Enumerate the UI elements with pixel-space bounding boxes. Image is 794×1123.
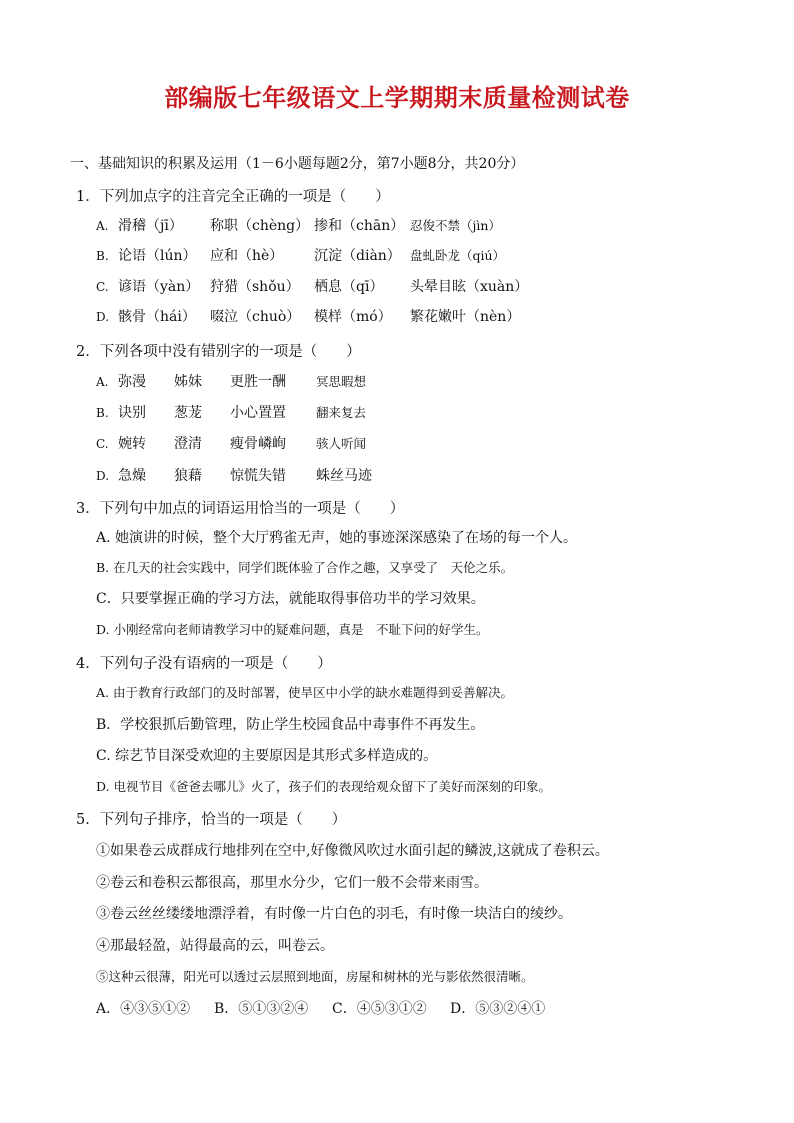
option-word: 翻来复去 xyxy=(316,405,367,420)
option-letter: B. xyxy=(96,406,109,420)
question-3-stem: 3．下列句中加点的词语运用恰当的一项是（ ） xyxy=(76,501,405,517)
question-4-option-c: C. 综艺节目深受欢迎的主要原因是其形式多样造成的。 xyxy=(96,748,438,764)
option-word: 婉转 xyxy=(118,436,146,452)
question-5-sentence-1: ①如果卷云成群成行地排列在空中,好像微风吹过水面引起的鳞波,这就成了卷积云。 xyxy=(96,843,609,859)
option-word: 狼藉 xyxy=(174,468,202,484)
option-word: 掺和（chān） xyxy=(314,218,405,234)
option-word: 澄清 xyxy=(174,436,202,452)
option-word: 论语（lún） xyxy=(118,248,197,264)
question-5-stem: 5．下列句子排序，恰当的一项是（ ） xyxy=(76,812,347,828)
answer-option-b: B．⑤①③②④ xyxy=(214,1001,309,1017)
option-word: 姊妹 xyxy=(174,374,202,390)
option-word: 应和（hè） xyxy=(210,248,284,264)
answer-option-c: C．④⑤③①② xyxy=(332,1001,427,1017)
question-3-option-a: A. 她演讲的时候，整个大厅鸦雀无声，她的事迹深深感染了在场的每一个人。 xyxy=(96,530,578,546)
option-word: 小心置置 xyxy=(230,405,286,421)
option-word: 骸骨（hái） xyxy=(118,309,196,325)
option-letter: D. xyxy=(96,469,110,483)
question-2-option-b xyxy=(96,402,366,422)
question-3-option-d: D. 小刚经常向老师请教学习中的疑难问题，真是 不耻下问的好学生。 xyxy=(96,622,489,637)
question-4-stem: 4．下列句子没有语病的一项是（ ） xyxy=(76,656,332,672)
option-word: 沉淀（diàn） xyxy=(314,248,401,264)
option-word: 谚语（yàn） xyxy=(118,279,200,295)
question-4-option-a: A. 由于教育行政部门的及时部署，使旱区中小学的缺水难题得到妥善解决。 xyxy=(96,685,513,700)
answer-option-a: A．④③⑤①② xyxy=(96,1001,191,1017)
option-word: 急燥 xyxy=(118,468,146,484)
option-letter: D. xyxy=(96,310,110,324)
answer-option-d: D．⑤③②④① xyxy=(450,1001,546,1017)
option-word: 头晕目眩（xuàn） xyxy=(410,279,529,295)
option-letter: A. xyxy=(96,375,109,389)
question-4-option-b: B．学校狠抓后勤管理，防止学生校园食品中毒事件不再发生。 xyxy=(96,717,485,733)
question-1-option-a xyxy=(96,215,501,235)
option-word: 栖息（qī） xyxy=(314,279,384,295)
option-letter: C. xyxy=(96,280,109,294)
option-word: 忍俊不禁（jìn） xyxy=(410,218,501,233)
question-5-sentence-5: ⑤这种云很薄，阳光可以透过云层照到地面，房屋和树林的光与影依然很清晰。 xyxy=(96,969,534,984)
question-3-option-b: B. 在几天的社会实践中，同学们既体验了合作之趣，又享受了 天伦之乐。 xyxy=(96,560,514,575)
question-5-answers xyxy=(96,998,545,1018)
question-3-option-c: C．只要掌握正确的学习方法，就能取得事倍功半的学习效果。 xyxy=(96,591,485,607)
option-word: 冥思暇想 xyxy=(316,374,367,389)
page-title: 部编版七年级语文上学期期末质量检测试卷 xyxy=(164,84,630,112)
option-word: 繁花嫩叶（nèn） xyxy=(410,309,521,325)
question-2-option-c xyxy=(96,433,366,453)
question-2-option-a xyxy=(96,371,366,391)
option-word: 骇人听闻 xyxy=(316,436,367,451)
question-1-option-d xyxy=(96,306,520,326)
question-2-option-d xyxy=(96,465,372,485)
option-word: 狩猎（shǒu） xyxy=(210,279,300,295)
option-word: 模样（mó） xyxy=(314,309,392,325)
option-word: 称职（chèng） xyxy=(210,218,310,234)
option-word: 盘虬卧龙（qiú） xyxy=(410,248,506,263)
option-word: 滑稽（jī） xyxy=(118,218,183,234)
question-1-option-b xyxy=(96,245,505,265)
option-word: 惊慌失错 xyxy=(230,468,286,484)
option-letter: A. xyxy=(96,219,109,233)
question-5-sentence-2: ②卷云和卷积云都很高，那里水分少，它们一般不会带来雨雪。 xyxy=(96,875,488,891)
option-letter: B. xyxy=(96,249,109,263)
question-1-stem: 1．下列加点字的注音完全正确的一项是（ ） xyxy=(76,189,390,205)
section-heading: 一、基础知识的积累及运用（1－6小题每题2分，第7小题8分，共20分） xyxy=(70,156,525,172)
option-word: 瘦骨嶙峋 xyxy=(230,436,286,452)
question-1-option-c xyxy=(96,276,528,296)
option-word: 更胜一酬 xyxy=(230,374,286,390)
option-word: 诀别 xyxy=(118,405,146,421)
question-5-sentence-4: ④那最轻盈，站得最高的云，叫卷云。 xyxy=(96,938,334,954)
option-letter: C. xyxy=(96,437,109,451)
question-4-option-d: D. 电视节目《爸爸去哪儿》火了，孩子们的表现给观众留下了美好而深刻的印象。 xyxy=(96,779,552,794)
option-word: 葱茏 xyxy=(174,405,202,421)
option-word: 啜泣（chuò） xyxy=(210,309,301,325)
option-word: 蛛丝马迹 xyxy=(316,468,372,484)
option-word: 弥漫 xyxy=(118,374,146,390)
question-2-stem: 2．下列各项中没有错别字的一项是（ ） xyxy=(76,344,361,360)
question-5-sentence-3: ③卷云丝丝缕缕地漂浮着，有时像一片白色的羽毛，有时像一块洁白的绫纱。 xyxy=(96,906,572,922)
